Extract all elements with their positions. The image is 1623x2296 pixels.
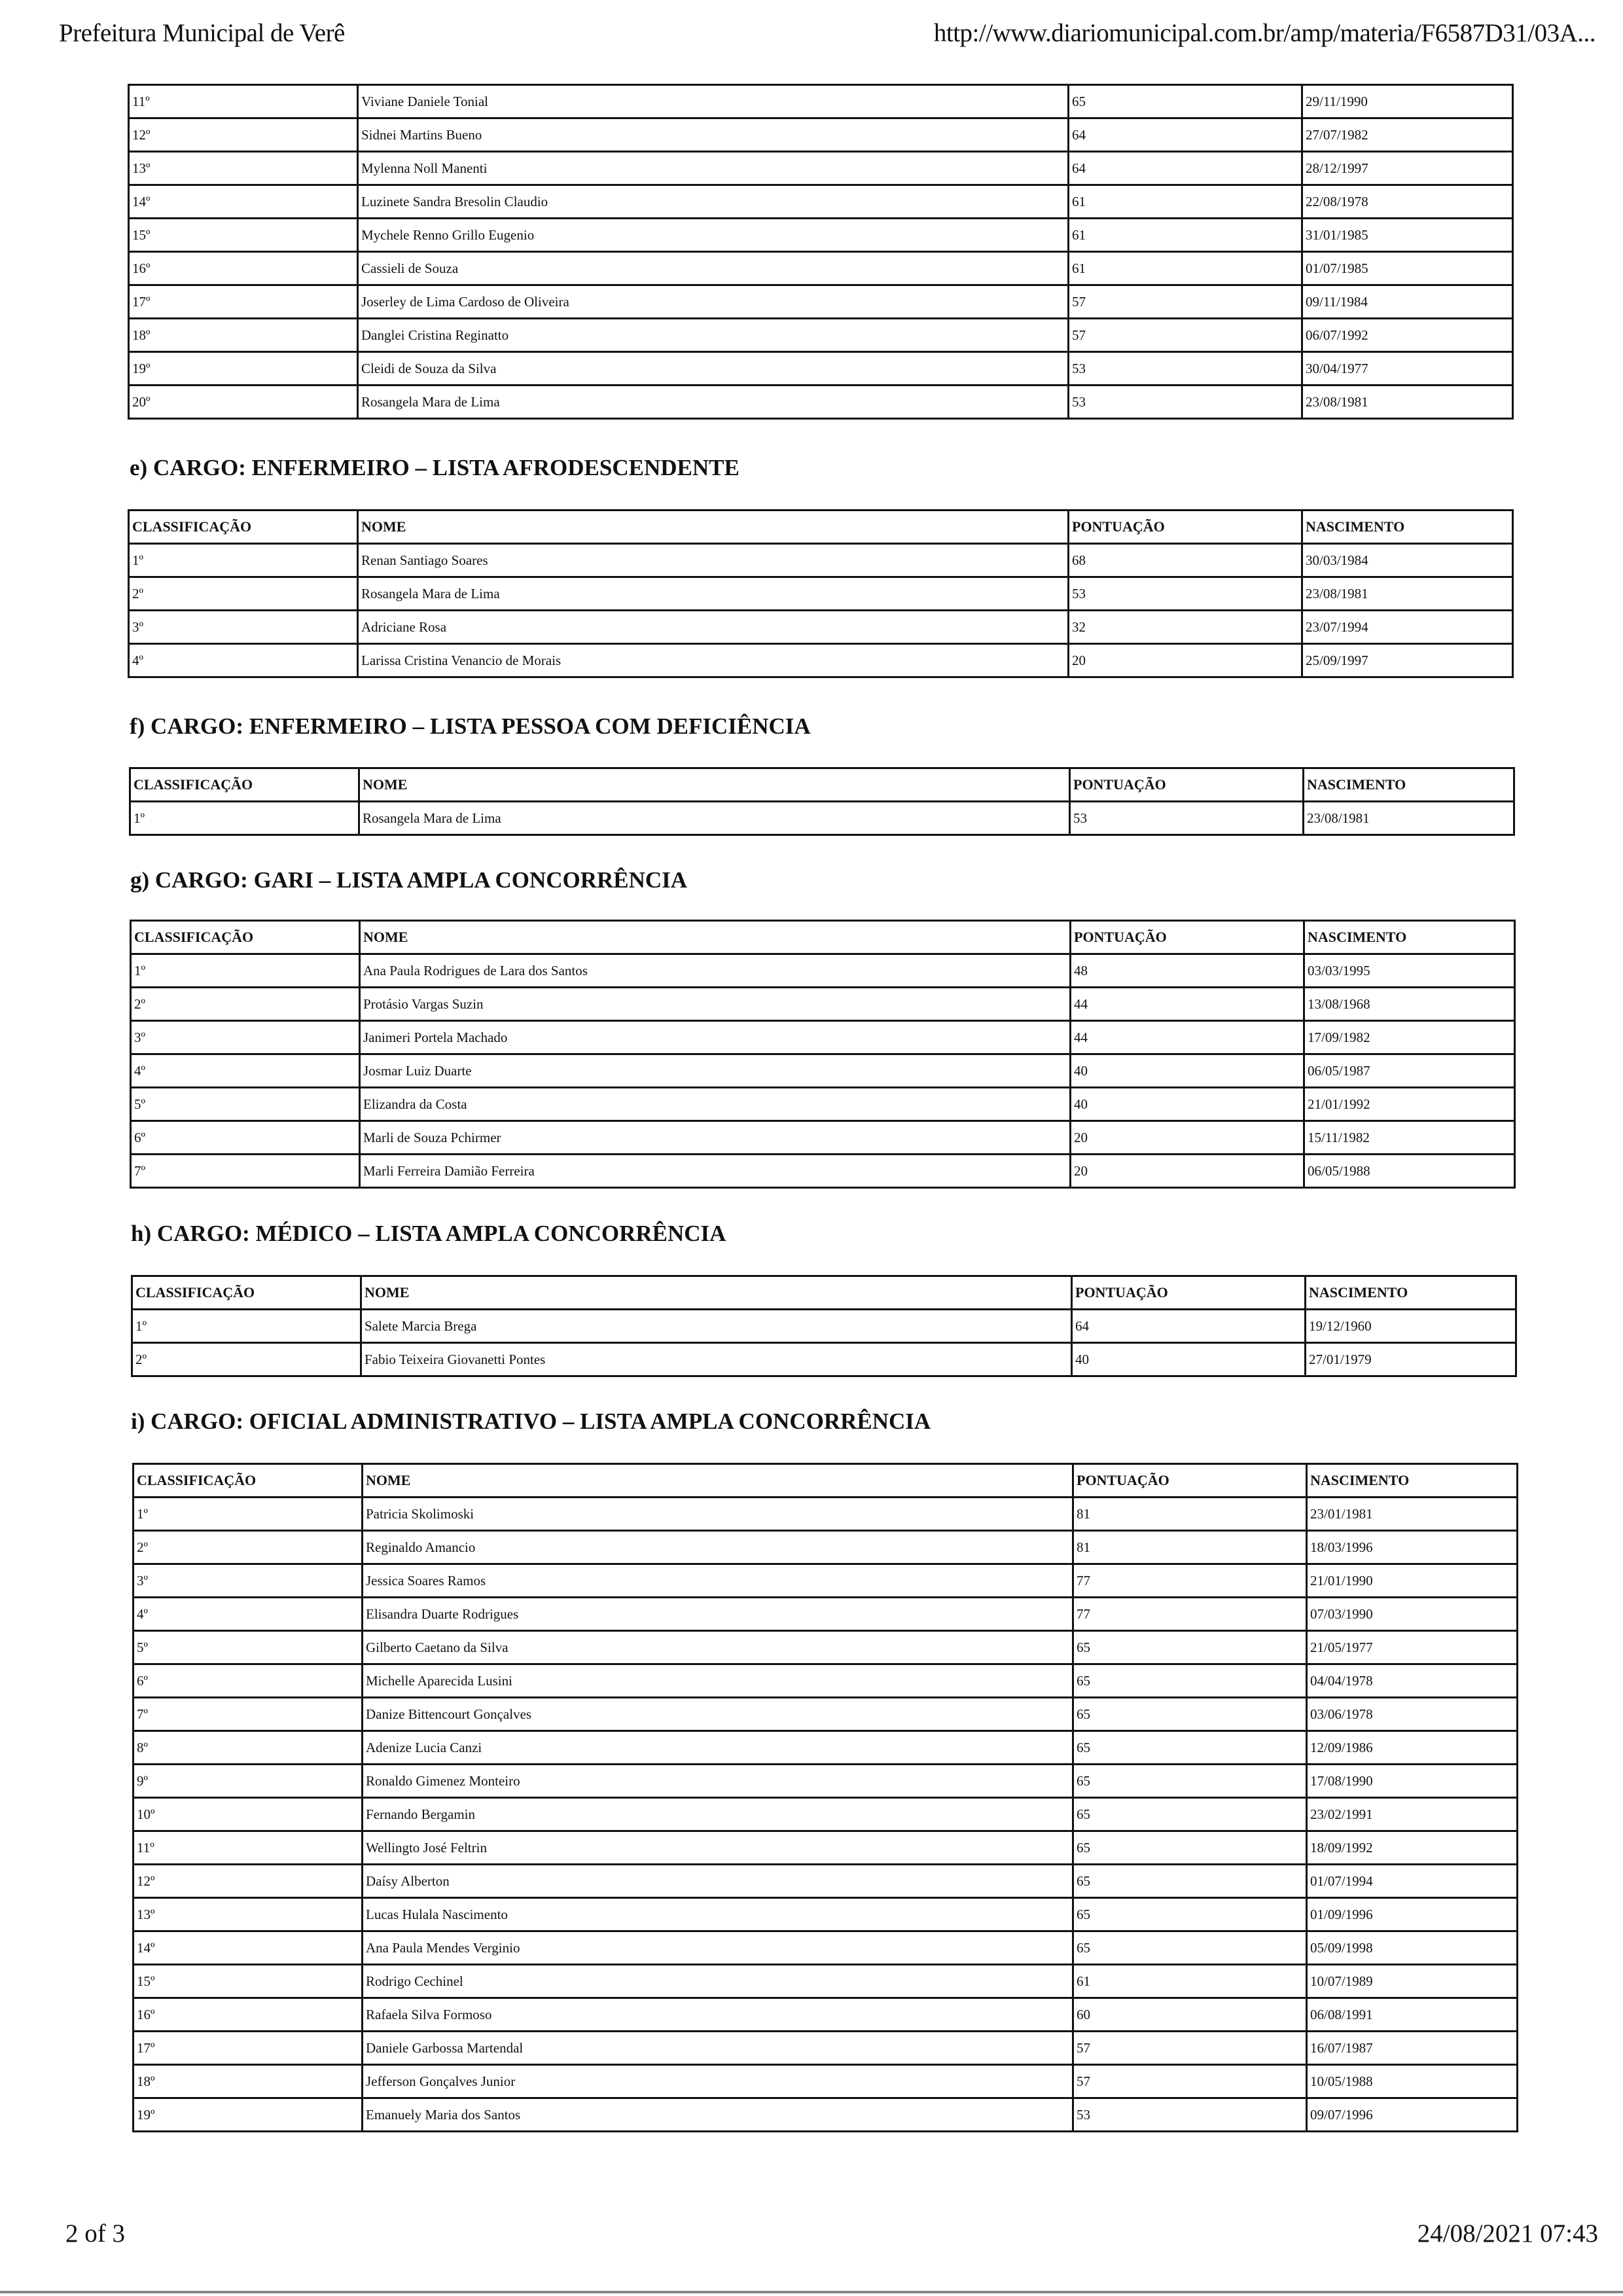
cell-pontuacao: 60 (1073, 1998, 1307, 2032)
cell-pontuacao: 20 (1071, 1155, 1304, 1188)
cell-nascimento: 07/03/1990 (1307, 1598, 1518, 1631)
cell-pontuacao: 53 (1069, 386, 1302, 419)
cell-pontuacao: 65 (1073, 1765, 1307, 1798)
table-header-row (130, 768, 1514, 802)
table-row (131, 988, 1515, 1021)
cell-nome: Daniele Garbossa Martendal (363, 2032, 1073, 2065)
column-header-pontuacao: PONTUAÇÃO (1069, 511, 1302, 544)
cell-pontuacao: 65 (1073, 1664, 1307, 1698)
table-row (131, 1155, 1515, 1188)
cell-pontuacao: 57 (1073, 2065, 1307, 2098)
cell-nascimento: 03/03/1995 (1304, 954, 1515, 988)
cell-nascimento: 17/08/1990 (1307, 1765, 1518, 1798)
cell-classificacao: 1º (131, 954, 360, 988)
table-row (134, 1698, 1518, 1731)
cell-nome: Mylenna Noll Manenti (358, 152, 1069, 185)
cell-pontuacao: 61 (1069, 219, 1302, 252)
cell-nascimento: 21/05/1977 (1307, 1631, 1518, 1664)
column-header-classificacao: CLASSIFICAÇÃO (134, 1464, 363, 1498)
cell-classificacao: 2º (134, 1531, 363, 1564)
table-row (134, 1631, 1518, 1664)
cell-pontuacao: 20 (1069, 644, 1302, 677)
cell-classificacao: 13º (134, 1898, 363, 1931)
table-row (132, 1343, 1516, 1376)
cell-nome: Protásio Vargas Suzin (360, 988, 1071, 1021)
cell-nome: Mychele Renno Grillo Eugenio (358, 219, 1069, 252)
section-title-h: h) CARGO: MÉDICO – LISTA AMPLA CONCORRÊNCIA (131, 1221, 726, 1246)
cell-pontuacao: 65 (1073, 1798, 1307, 1831)
table-row (134, 2098, 1518, 2132)
table-row (129, 577, 1513, 611)
cell-nome: Rosangela Mara de Lima (359, 802, 1070, 835)
cell-pontuacao: 32 (1069, 611, 1302, 644)
table-row (129, 544, 1513, 577)
cell-classificacao: 12º (134, 1865, 363, 1898)
cell-nascimento: 27/07/1982 (1302, 118, 1513, 152)
cell-classificacao: 16º (134, 1998, 363, 2032)
cell-classificacao: 20º (129, 386, 358, 419)
cell-nome: Larissa Cristina Venancio de Morais (358, 644, 1069, 677)
cell-pontuacao: 64 (1072, 1310, 1306, 1343)
cell-pontuacao: 40 (1071, 1088, 1304, 1121)
table-row (131, 954, 1515, 988)
cell-nome: Fernando Bergamin (363, 1798, 1073, 1831)
cell-classificacao: 7º (131, 1155, 360, 1188)
cell-nascimento: 10/05/1988 (1307, 2065, 1518, 2098)
cell-pontuacao: 65 (1069, 85, 1302, 118)
cell-classificacao: 5º (131, 1088, 360, 1121)
cell-nascimento: 18/03/1996 (1307, 1531, 1518, 1564)
cell-nome: Jefferson Gonçalves Junior (363, 2065, 1073, 2098)
cell-classificacao: 3º (131, 1021, 360, 1054)
cell-nome: Ronaldo Gimenez Monteiro (363, 1765, 1073, 1798)
cell-pontuacao: 77 (1073, 1564, 1307, 1598)
cell-classificacao: 2º (131, 988, 360, 1021)
table-header-row (129, 511, 1513, 544)
cell-nascimento: 21/01/1990 (1307, 1564, 1518, 1598)
cell-classificacao: 6º (134, 1664, 363, 1698)
cell-nome: Luzinete Sandra Bresolin Claudio (358, 185, 1069, 219)
cell-pontuacao: 40 (1072, 1343, 1306, 1376)
cell-classificacao: 11º (129, 85, 358, 118)
cell-nascimento: 04/04/1978 (1307, 1664, 1518, 1698)
cell-classificacao: 6º (131, 1121, 360, 1155)
cell-pontuacao: 65 (1073, 1631, 1307, 1664)
table-row (134, 1765, 1518, 1798)
table-row (134, 1598, 1518, 1631)
cell-nome: Cleidi de Souza da Silva (358, 352, 1069, 386)
cell-nascimento: 23/02/1991 (1307, 1798, 1518, 1831)
cell-nascimento: 01/07/1985 (1302, 252, 1513, 285)
cell-classificacao: 1º (129, 544, 358, 577)
table-row (129, 319, 1513, 352)
cell-classificacao: 18º (129, 319, 358, 352)
cell-nascimento: 19/12/1960 (1306, 1310, 1516, 1343)
results-table-enfermeiro-afro (128, 509, 1514, 678)
table-row (134, 1564, 1518, 1598)
cell-nome: Adriciane Rosa (358, 611, 1069, 644)
cell-pontuacao: 40 (1071, 1054, 1304, 1088)
cell-nome: Marli Ferreira Damião Ferreira (360, 1155, 1071, 1188)
page-number: 2 of 3 (65, 2219, 125, 2248)
cell-classificacao: 1º (132, 1310, 361, 1343)
document-header-url: http://www.diariomunicipal.com.br/amp/materia/F6587D31/03A... (933, 19, 1596, 47)
cell-nome: Emanuely Maria dos Santos (363, 2098, 1073, 2132)
cell-pontuacao: 64 (1069, 118, 1302, 152)
cell-nascimento: 30/03/1984 (1302, 544, 1513, 577)
cell-nascimento: 09/11/1984 (1302, 285, 1513, 319)
cell-nome: Wellingto José Feltrin (363, 1831, 1073, 1865)
table-row (129, 152, 1513, 185)
table-row (129, 252, 1513, 285)
cell-nome: Rosangela Mara de Lima (358, 386, 1069, 419)
cell-pontuacao: 57 (1069, 319, 1302, 352)
column-header-nascimento: NASCIMENTO (1304, 768, 1514, 802)
page-bottom-edge (0, 2291, 1623, 2293)
section-title-i: i) CARGO: OFICIAL ADMINISTRATIVO – LISTA AMPLA CONCORRÊNCIA (131, 1408, 931, 1434)
section-title-e: e) CARGO: ENFERMEIRO – LISTA AFRODESCENDENTE (130, 455, 740, 480)
table-row (134, 1865, 1518, 1898)
cell-classificacao: 3º (134, 1564, 363, 1598)
cell-classificacao: 3º (129, 611, 358, 644)
table-row (134, 1831, 1518, 1865)
cell-nome: Danize Bittencourt Gonçalves (363, 1698, 1073, 1731)
cell-classificacao: 12º (129, 118, 358, 152)
column-header-classificacao: CLASSIFICAÇÃO (129, 511, 358, 544)
cell-nascimento: 12/09/1986 (1307, 1731, 1518, 1765)
table-row (134, 1931, 1518, 1965)
cell-nome: Daísy Alberton (363, 1865, 1073, 1898)
column-header-pontuacao: PONTUAÇÃO (1072, 1276, 1306, 1310)
cell-nome: Gilberto Caetano da Silva (363, 1631, 1073, 1664)
column-header-pontuacao: PONTUAÇÃO (1073, 1464, 1307, 1498)
cell-classificacao: 14º (134, 1931, 363, 1965)
cell-classificacao: 10º (134, 1798, 363, 1831)
column-header-classificacao: CLASSIFICAÇÃO (130, 768, 359, 802)
cell-pontuacao: 65 (1073, 1731, 1307, 1765)
print-datetime: 24/08/2021 07:43 (1417, 2219, 1598, 2248)
cell-nome: Danglei Cristina Reginatto (358, 319, 1069, 352)
table-row (134, 1798, 1518, 1831)
table-row (134, 1731, 1518, 1765)
cell-nascimento: 30/04/1977 (1302, 352, 1513, 386)
cell-classificacao: 4º (131, 1054, 360, 1088)
cell-pontuacao: 81 (1073, 1498, 1307, 1531)
results-table-enfermeiro-pcd (129, 767, 1515, 836)
table-row (129, 285, 1513, 319)
cell-pontuacao: 68 (1069, 544, 1302, 577)
cell-pontuacao: 53 (1069, 352, 1302, 386)
cell-classificacao: 15º (134, 1965, 363, 1998)
cell-nascimento: 06/05/1988 (1304, 1155, 1515, 1188)
cell-classificacao: 17º (129, 285, 358, 319)
cell-nascimento: 18/09/1992 (1307, 1831, 1518, 1865)
cell-classificacao: 17º (134, 2032, 363, 2065)
cell-nascimento: 29/11/1990 (1302, 85, 1513, 118)
cell-nome: Elizandra da Costa (360, 1088, 1071, 1121)
cell-pontuacao: 81 (1073, 1531, 1307, 1564)
table-row (131, 1054, 1515, 1088)
cell-nascimento: 01/07/1994 (1307, 1865, 1518, 1898)
cell-nome: Adenize Lucia Canzi (363, 1731, 1073, 1765)
table-row (134, 1898, 1518, 1931)
cell-nascimento: 13/08/1968 (1304, 988, 1515, 1021)
cell-nascimento: 21/01/1992 (1304, 1088, 1515, 1121)
cell-nascimento: 01/09/1996 (1307, 1898, 1518, 1931)
cell-nascimento: 31/01/1985 (1302, 219, 1513, 252)
cell-pontuacao: 61 (1069, 185, 1302, 219)
cell-nome: Ana Paula Rodrigues de Lara dos Santos (360, 954, 1071, 988)
cell-nascimento: 05/09/1998 (1307, 1931, 1518, 1965)
cell-nome: Reginaldo Amancio (363, 1531, 1073, 1564)
cell-nome: Sidnei Martins Bueno (358, 118, 1069, 152)
cell-classificacao: 13º (129, 152, 358, 185)
cell-nascimento: 23/07/1994 (1302, 611, 1513, 644)
cell-classificacao: 8º (134, 1731, 363, 1765)
column-header-classificacao: CLASSIFICAÇÃO (132, 1276, 361, 1310)
column-header-nome: NOME (359, 768, 1070, 802)
table-row (134, 1498, 1518, 1531)
table-row (129, 85, 1513, 118)
table-row (134, 1965, 1518, 1998)
cell-pontuacao: 44 (1071, 1021, 1304, 1054)
cell-classificacao: 16º (129, 252, 358, 285)
cell-pontuacao: 65 (1073, 1831, 1307, 1865)
cell-pontuacao: 65 (1073, 1698, 1307, 1731)
column-header-nome: NOME (361, 1276, 1072, 1310)
cell-nascimento: 25/09/1997 (1302, 644, 1513, 677)
cell-nascimento: 09/07/1996 (1307, 2098, 1518, 2132)
table-row (131, 1021, 1515, 1054)
cell-classificacao: 4º (129, 644, 358, 677)
column-header-nascimento: NASCIMENTO (1302, 511, 1513, 544)
cell-pontuacao: 61 (1069, 252, 1302, 285)
cell-pontuacao: 65 (1073, 1865, 1307, 1898)
table-row (131, 1121, 1515, 1155)
cell-nome: Rodrigo Cechinel (363, 1965, 1073, 1998)
cell-nome: Elisandra Duarte Rodrigues (363, 1598, 1073, 1631)
table-row (129, 219, 1513, 252)
results-table-continued (128, 84, 1514, 420)
cell-pontuacao: 77 (1073, 1598, 1307, 1631)
cell-nascimento: 23/08/1981 (1302, 386, 1513, 419)
column-header-nascimento: NASCIMENTO (1307, 1464, 1518, 1498)
cell-nascimento: 06/05/1987 (1304, 1054, 1515, 1088)
cell-classificacao: 19º (134, 2098, 363, 2132)
cell-pontuacao: 53 (1070, 802, 1304, 835)
table-row (132, 1310, 1516, 1343)
column-header-nome: NOME (360, 921, 1071, 954)
cell-nome: Michelle Aparecida Lusini (363, 1664, 1073, 1698)
cell-nascimento: 23/01/1981 (1307, 1498, 1518, 1531)
cell-pontuacao: 65 (1073, 1898, 1307, 1931)
cell-classificacao: 9º (134, 1765, 363, 1798)
table-row (134, 1664, 1518, 1698)
cell-nome: Patricia Skolimoski (363, 1498, 1073, 1531)
table-row (129, 644, 1513, 677)
cell-nome: Rafaela Silva Formoso (363, 1998, 1073, 2032)
cell-nome: Marli de Souza Pchirmer (360, 1121, 1071, 1155)
results-table-gari (130, 920, 1516, 1189)
cell-nome: Janimeri Portela Machado (360, 1021, 1071, 1054)
cell-pontuacao: 48 (1071, 954, 1304, 988)
cell-nome: Fabio Teixeira Giovanetti Pontes (361, 1343, 1072, 1376)
table-header-row (134, 1464, 1518, 1498)
cell-nascimento: 06/07/1992 (1302, 319, 1513, 352)
cell-pontuacao: 57 (1073, 2032, 1307, 2065)
cell-pontuacao: 57 (1069, 285, 1302, 319)
cell-classificacao: 11º (134, 1831, 363, 1865)
cell-nome: Renan Santiago Soares (358, 544, 1069, 577)
cell-classificacao: 14º (129, 185, 358, 219)
table-header-row (131, 921, 1515, 954)
table-row (134, 1998, 1518, 2032)
cell-pontuacao: 20 (1071, 1121, 1304, 1155)
table-row (129, 118, 1513, 152)
cell-classificacao: 2º (129, 577, 358, 611)
cell-nome: Cassieli de Souza (358, 252, 1069, 285)
table-row (129, 352, 1513, 386)
cell-classificacao: 1º (134, 1498, 363, 1531)
table-row (134, 2032, 1518, 2065)
cell-nascimento: 22/08/1978 (1302, 185, 1513, 219)
cell-nome: Salete Marcia Brega (361, 1310, 1072, 1343)
cell-classificacao: 1º (130, 802, 359, 835)
cell-nome: Rosangela Mara de Lima (358, 577, 1069, 611)
cell-nome: Viviane Daniele Tonial (358, 85, 1069, 118)
table-row (134, 2065, 1518, 2098)
table-row (131, 1088, 1515, 1121)
cell-nascimento: 28/12/1997 (1302, 152, 1513, 185)
cell-nascimento: 03/06/1978 (1307, 1698, 1518, 1731)
cell-classificacao: 2º (132, 1343, 361, 1376)
cell-classificacao: 5º (134, 1631, 363, 1664)
section-title-f: f) CARGO: ENFERMEIRO – LISTA PESSOA COM DEFICIÊNCIA (130, 713, 811, 739)
cell-nascimento: 06/08/1991 (1307, 1998, 1518, 2032)
cell-nascimento: 27/01/1979 (1306, 1343, 1516, 1376)
cell-nascimento: 17/09/1982 (1304, 1021, 1515, 1054)
table-row (129, 185, 1513, 219)
cell-nascimento: 15/11/1982 (1304, 1121, 1515, 1155)
cell-classificacao: 7º (134, 1698, 363, 1731)
cell-nome: Joserley de Lima Cardoso de Oliveira (358, 285, 1069, 319)
cell-nascimento: 10/07/1989 (1307, 1965, 1518, 1998)
column-header-nome: NOME (363, 1464, 1073, 1498)
cell-pontuacao: 53 (1069, 577, 1302, 611)
column-header-classificacao: CLASSIFICAÇÃO (131, 921, 360, 954)
cell-nome: Lucas Hulala Nascimento (363, 1898, 1073, 1931)
column-header-nome: NOME (358, 511, 1069, 544)
table-row (129, 386, 1513, 419)
cell-classificacao: 4º (134, 1598, 363, 1631)
cell-pontuacao: 44 (1071, 988, 1304, 1021)
cell-nome: Ana Paula Mendes Verginio (363, 1931, 1073, 1965)
cell-pontuacao: 65 (1073, 1931, 1307, 1965)
column-header-nascimento: NASCIMENTO (1306, 1276, 1516, 1310)
cell-classificacao: 15º (129, 219, 358, 252)
document-header-title: Prefeitura Municipal de Verê (59, 19, 345, 47)
column-header-pontuacao: PONTUAÇÃO (1071, 921, 1304, 954)
results-table-medico (131, 1275, 1517, 1377)
cell-nome: Jessica Soares Ramos (363, 1564, 1073, 1598)
cell-classificacao: 19º (129, 352, 358, 386)
cell-nascimento: 23/08/1981 (1302, 577, 1513, 611)
cell-pontuacao: 61 (1073, 1965, 1307, 1998)
results-table-oficial-administrativo (132, 1463, 1518, 2132)
section-title-g: g) CARGO: GARI – LISTA AMPLA CONCORRÊNCIA (130, 867, 688, 893)
cell-nome: Josmar Luiz Duarte (360, 1054, 1071, 1088)
cell-pontuacao: 53 (1073, 2098, 1307, 2132)
cell-pontuacao: 64 (1069, 152, 1302, 185)
cell-nascimento: 23/08/1981 (1304, 802, 1514, 835)
table-row (134, 1531, 1518, 1564)
column-header-nascimento: NASCIMENTO (1304, 921, 1515, 954)
table-header-row (132, 1276, 1516, 1310)
table-row (130, 802, 1514, 835)
cell-nascimento: 16/07/1987 (1307, 2032, 1518, 2065)
column-header-pontuacao: PONTUAÇÃO (1070, 768, 1304, 802)
table-row (129, 611, 1513, 644)
cell-classificacao: 18º (134, 2065, 363, 2098)
